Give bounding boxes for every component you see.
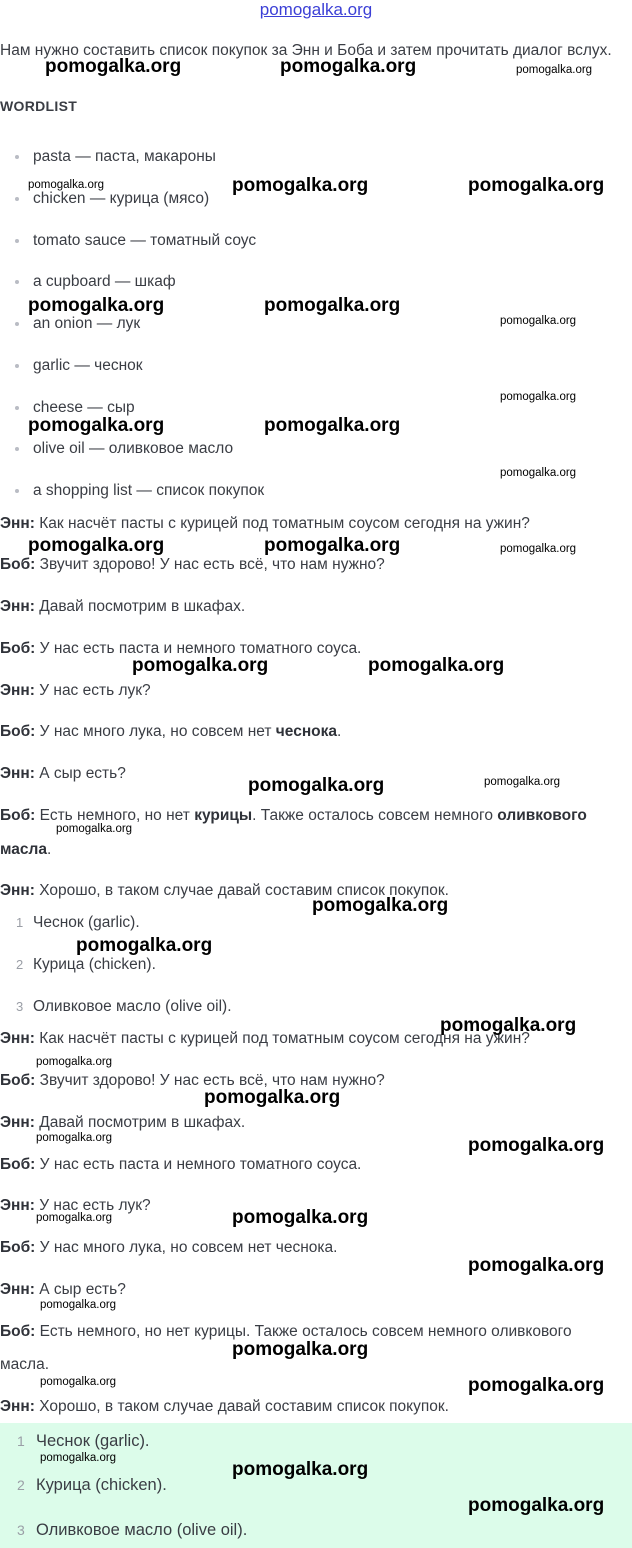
dialogue-line: Энн: Как насчёт пасты с курицей под томатным соусом сегодня на ужин? xyxy=(0,1030,530,1047)
dialogue-line: Энн: У нас есть лук? xyxy=(0,1197,151,1214)
wordlist-item: pasta — паста, макароны xyxy=(33,148,216,166)
dialogue-line: Энн: Хорошо, в таком случае давай составим список покупок. xyxy=(0,882,449,899)
shopping-list-item: 1 Чеснок (garlic). xyxy=(16,914,140,931)
dialogue-line: Энн: Хорошо, в таком случае давай составим список покупок. xyxy=(0,1398,449,1415)
dialogue-line-continuation: масла. xyxy=(0,841,52,858)
watermark: pomogalka.org xyxy=(368,655,505,676)
wordlist-item: a shopping list — список покупок xyxy=(33,482,264,500)
wordlist-item: cheese — сыр xyxy=(33,399,135,417)
bullet-icon xyxy=(15,197,19,201)
bullet-icon xyxy=(15,280,19,284)
wordlist-item: olive oil — оливковое масло xyxy=(33,440,233,458)
watermark: pomogalka.org xyxy=(468,1135,605,1156)
watermark: pomogalka.org xyxy=(28,535,165,556)
dialogue-line: Боб: Звучит здорово! У нас есть всё, что нам нужно? xyxy=(0,1072,385,1089)
watermark: pomogalka.org xyxy=(28,179,105,191)
watermark: pomogalka.org xyxy=(28,415,165,436)
dialogue-line: Энн: Давай посмотрим в шкафах. xyxy=(0,598,246,615)
bullet-icon xyxy=(15,155,19,159)
dialogue-line: Энн: Как насчёт пасты с курицей под томатным соусом сегодня на ужин? xyxy=(0,515,530,532)
dialogue-line: Боб: У нас много лука, но совсем нет чеснока. xyxy=(0,1239,338,1256)
watermark: pomogalka.org xyxy=(132,655,269,676)
wordlist-item: chicken — курица (мясо) xyxy=(33,190,209,208)
watermark: pomogalka.org xyxy=(40,1299,117,1311)
watermark: pomogalka.org xyxy=(468,1255,605,1276)
watermark: pomogalka.org xyxy=(36,1056,113,1068)
watermark: pomogalka.org xyxy=(264,415,401,436)
site-header-link[interactable]: pomogalka.org xyxy=(259,0,373,19)
wordlist-item: a cupboard — шкаф xyxy=(33,273,176,291)
watermark: pomogalka.org xyxy=(36,1212,113,1224)
watermark: pomogalka.org xyxy=(484,776,561,788)
watermark: pomogalka.org xyxy=(468,1495,605,1516)
wordlist-item: garlic — чеснок xyxy=(33,357,143,375)
watermark: pomogalka.org xyxy=(264,535,401,556)
dialogue-line: Боб: Звучит здорово! У нас есть всё, что нам нужно? xyxy=(0,556,385,573)
dialogue-line-continuation: масла. xyxy=(0,1356,49,1373)
shopping-list-item: 2 Курица (chicken). xyxy=(16,956,156,973)
watermark: pomogalka.org xyxy=(28,295,165,316)
bullet-icon xyxy=(15,322,19,326)
wordlist-item: tomato sauce — томатный соус xyxy=(33,232,256,250)
watermark: pomogalka.org xyxy=(264,295,401,316)
dialogue-line: Боб: У нас есть паста и немного томатного соуса. xyxy=(0,640,362,657)
watermark: pomogalka.org xyxy=(468,175,605,196)
dialogue-line: Энн: Давай посмотрим в шкафах. xyxy=(0,1114,246,1131)
bullet-icon xyxy=(15,364,19,368)
dialogue-line: Боб: У нас есть паста и немного томатного соуса. xyxy=(0,1156,362,1173)
watermark: pomogalka.org xyxy=(45,56,182,77)
watermark: pomogalka.org xyxy=(232,1339,369,1360)
watermark: pomogalka.org xyxy=(516,64,593,76)
watermark: pomogalka.org xyxy=(500,391,577,403)
watermark: pomogalka.org xyxy=(76,935,213,956)
wordlist-item: an onion — лук xyxy=(33,315,140,333)
watermark: pomogalka.org xyxy=(468,1375,605,1396)
watermark: pomogalka.org xyxy=(500,543,577,555)
shopping-list-item: 1 Чеснок (garlic). xyxy=(17,1432,150,1450)
shopping-list-item: 3 Оливковое масло (olive oil). xyxy=(16,998,232,1015)
shopping-list-item: 3 Оливковое масло (olive oil). xyxy=(17,1521,248,1539)
watermark: pomogalka.org xyxy=(500,315,577,327)
watermark: pomogalka.org xyxy=(232,1459,369,1480)
watermark: pomogalka.org xyxy=(204,1087,341,1108)
dialogue-line: Боб: Есть немного, но нет курицы. Также осталось совсем немного оливкового xyxy=(0,807,587,824)
watermark: pomogalka.org xyxy=(36,1132,113,1144)
dialogue-line: Боб: Есть немного, но нет курицы. Также осталось совсем немного оливкового xyxy=(0,1323,572,1340)
watermark: pomogalka.org xyxy=(248,775,385,796)
watermark: pomogalka.org xyxy=(280,56,417,77)
watermark: pomogalka.org xyxy=(56,823,133,835)
watermark: pomogalka.org xyxy=(232,175,369,196)
watermark: pomogalka.org xyxy=(40,1376,117,1388)
dialogue-line: Боб: У нас много лука, но совсем нет чеснока. xyxy=(0,723,342,740)
watermark: pomogalka.org xyxy=(232,1207,369,1228)
shopping-list-item: 2 Курица (chicken). xyxy=(17,1476,167,1494)
wordlist-heading: WORDLIST xyxy=(0,98,78,114)
bullet-icon xyxy=(15,447,19,451)
dialogue-line: Энн: У нас есть лук? xyxy=(0,682,151,699)
dialogue-line: Энн: А сыр есть? xyxy=(0,1281,126,1298)
watermark: pomogalka.org xyxy=(500,467,577,479)
watermark: pomogalka.org xyxy=(440,1015,577,1036)
bullet-icon xyxy=(15,406,19,410)
intro-text: Нам нужно составить список покупок за Энн и Боба и затем прочитать диалог вслух. xyxy=(0,42,612,59)
dialogue-line: Энн: А сыр есть? xyxy=(0,765,126,782)
watermark: pomogalka.org xyxy=(40,1452,117,1464)
watermark: pomogalka.org xyxy=(312,895,449,916)
bullet-icon xyxy=(15,239,19,243)
bullet-icon xyxy=(15,489,19,493)
